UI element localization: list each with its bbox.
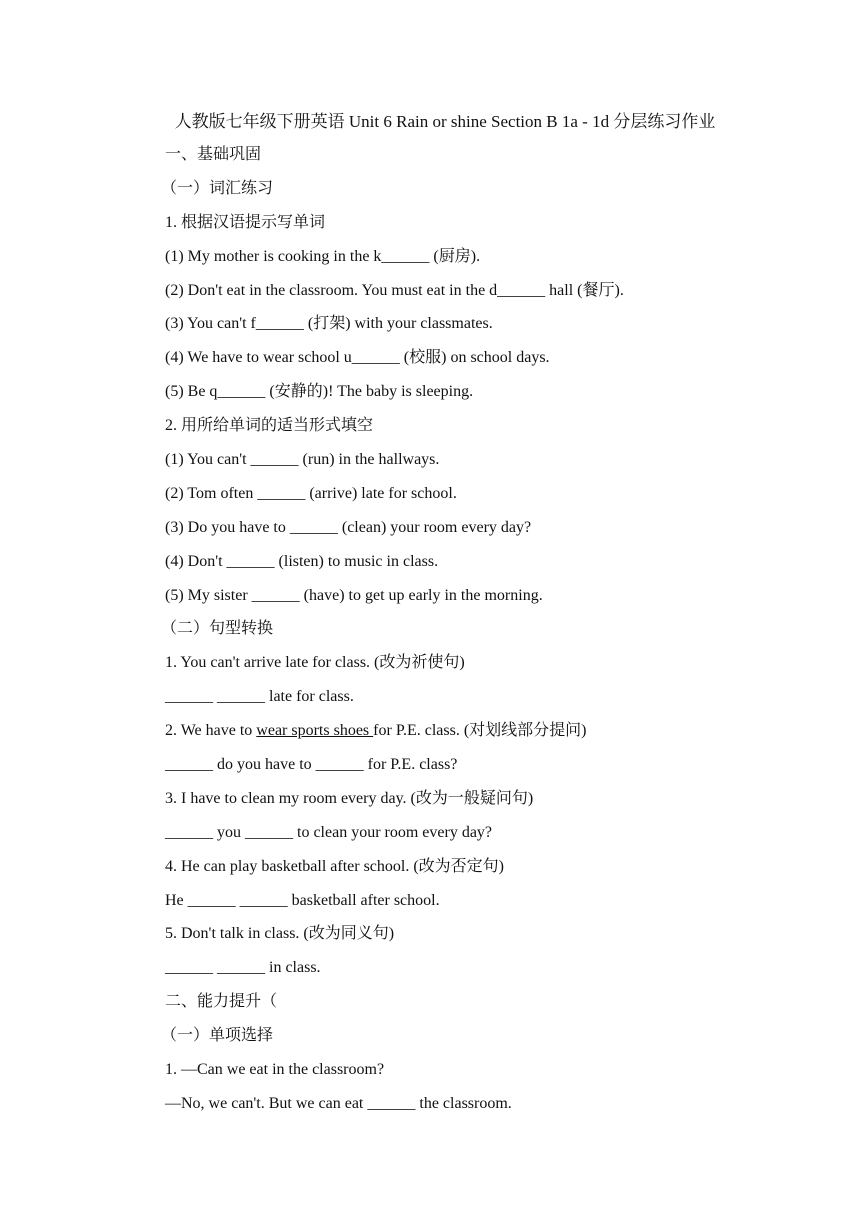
transform-2-suffix: for P.E. class. (对划线部分提问) bbox=[373, 722, 587, 740]
exercise-2-item-1: (1) You can't ______ (run) in the hallways. bbox=[165, 451, 440, 469]
exercise-1-heading: 1. 根据汉语提示写单词 bbox=[165, 213, 326, 231]
subsection-multiple-choice: （一）单项选择 bbox=[161, 1027, 274, 1045]
section-heading-basic: 一、基础巩固 bbox=[165, 146, 262, 163]
transform-2-question bbox=[165, 719, 825, 753]
transform-1-question: 1. You can't arrive late for class. (改为祈使句) bbox=[165, 654, 465, 672]
transform-2-answer: ______ do you have to ______ for P.E. class? bbox=[165, 756, 458, 774]
document-body bbox=[161, 143, 825, 1126]
exercise-1-item-3: (3) You can't f______ (打架) with your classmates. bbox=[165, 315, 493, 333]
exercise-1-item-4: (4) We have to wear school u______ (校服) on school days. bbox=[165, 349, 550, 367]
exercise-2-heading: 2. 用所给单词的适当形式填空 bbox=[165, 417, 374, 435]
exercise-2-item-3: (3) Do you have to ______ (clean) your room every day? bbox=[165, 518, 532, 536]
transform-3-answer: ______ you ______ to clean your room every day? bbox=[165, 823, 493, 841]
exercise-2-item-2: (2) Tom often ______ (arrive) late for school. bbox=[165, 484, 457, 502]
transform-2-prefix: 2. We have to bbox=[165, 722, 257, 740]
transform-3-question: 3. I have to clean my room every day. (改为一般疑问句) bbox=[165, 789, 534, 807]
choice-1-question: 1. —Can we eat in the classroom? bbox=[165, 1061, 385, 1079]
choice-1-answer: —No, we can't. But we can eat ______ the classroom. bbox=[165, 1094, 512, 1112]
subsection-sentence-transform: （二）句型转换 bbox=[161, 620, 274, 638]
transform-2-underlined: wear sports shoes bbox=[256, 722, 374, 740]
transform-5-answer: ______ ______ in class. bbox=[165, 959, 321, 977]
transform-5-question: 5. Don't talk in class. (改为同义句) bbox=[165, 925, 395, 943]
exercise-1-item-2: (2) Don't eat in the classroom. You must eat in the d______ hall (餐厅). bbox=[165, 281, 624, 299]
transform-1-answer: ______ ______ late for class. bbox=[165, 688, 354, 706]
subsection-vocabulary: （一）词汇练习 bbox=[161, 179, 274, 197]
exercise-1-item-1: (1) My mother is cooking in the k______ (厨房). bbox=[165, 247, 481, 265]
section-heading-advanced: 二、能力提升（ bbox=[165, 993, 278, 1011]
exercise-1-item-5: (5) Be q______ (安静的)! The baby is sleeping. bbox=[165, 383, 474, 401]
transform-4-question: 4. He can play basketball after school. (改为否定句) bbox=[165, 857, 505, 875]
exercise-2-item-5: (5) My sister ______ (have) to get up early in the morning. bbox=[165, 586, 543, 604]
exercise-2-item-4: (4) Don't ______ (listen) to music in class. bbox=[165, 552, 439, 570]
document-title: 人教版七年级下册英语 Unit 6 Rain or shine Section B 1a - 1d 分层练习作业 bbox=[174, 112, 716, 131]
transform-4-answer: He ______ ______ basketball after school. bbox=[165, 891, 440, 909]
